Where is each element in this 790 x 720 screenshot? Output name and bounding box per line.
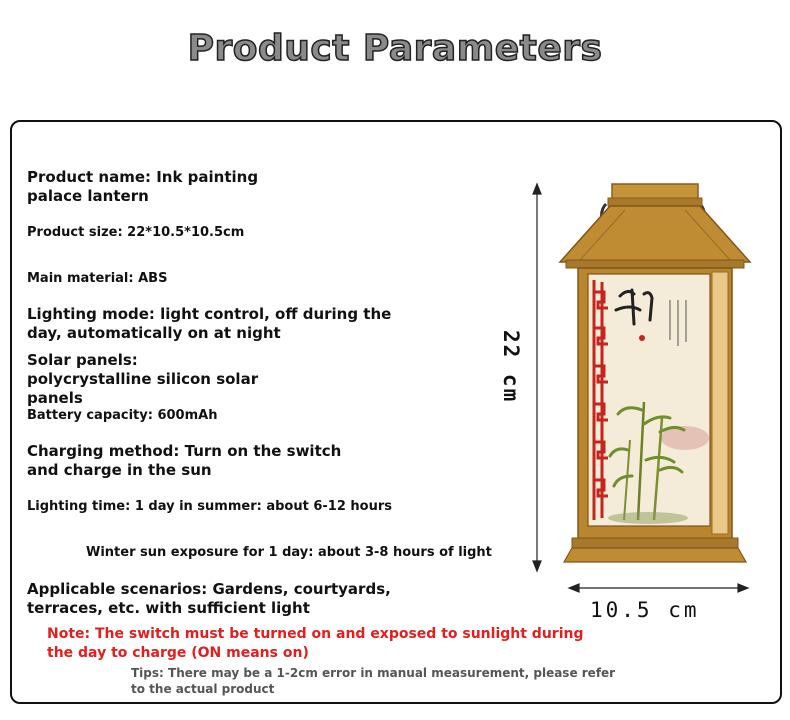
switch-note: Note: The switch must be turned on and exposed to sunlight during the day to charge (ON means on) xyxy=(47,626,584,661)
page-title: Product Parameters xyxy=(187,28,603,69)
spec-applicable-scenarios: Applicable scenarios: Gardens, courtyards, terraces, etc. with sufficient light xyxy=(27,580,391,617)
height-dimension-label: 22 cm xyxy=(499,330,523,404)
height-dimension-line xyxy=(533,184,541,571)
spec-lighting-mode: Lighting mode: light control, off during the day, automatically on at night xyxy=(27,305,392,342)
spec-product-name: Product name: Ink painting palace lantern xyxy=(27,168,259,205)
width-dimension-label: 10.5 cm xyxy=(590,598,700,622)
lantern xyxy=(560,184,750,562)
measurement-tips: Tips: There may be a 1-2cm error in manual measurement, please refer to the actual product xyxy=(131,666,616,696)
spec-lighting-time-summer: Lighting time: 1 day in summer: about 6-12 hours xyxy=(27,499,392,514)
spec-charging-method: Charging method: Turn on the switch and charge in the sun xyxy=(27,442,342,479)
spec-main-material: Main material: ABS xyxy=(27,271,168,286)
spec-solar-panels: Solar panels: polycrystalline silicon solar panels xyxy=(27,351,259,407)
red-seal xyxy=(639,335,645,341)
width-dimension-line xyxy=(569,584,748,592)
spec-lighting-time-winter: Winter sun exposure for 1 day: about 3-8 hours of light xyxy=(86,545,492,560)
spec-product-size: Product size: 22*10.5*10.5cm xyxy=(27,225,245,240)
lantern-drawing xyxy=(520,170,760,605)
spec-battery-capacity: Battery capacity: 600mAh xyxy=(27,408,218,423)
